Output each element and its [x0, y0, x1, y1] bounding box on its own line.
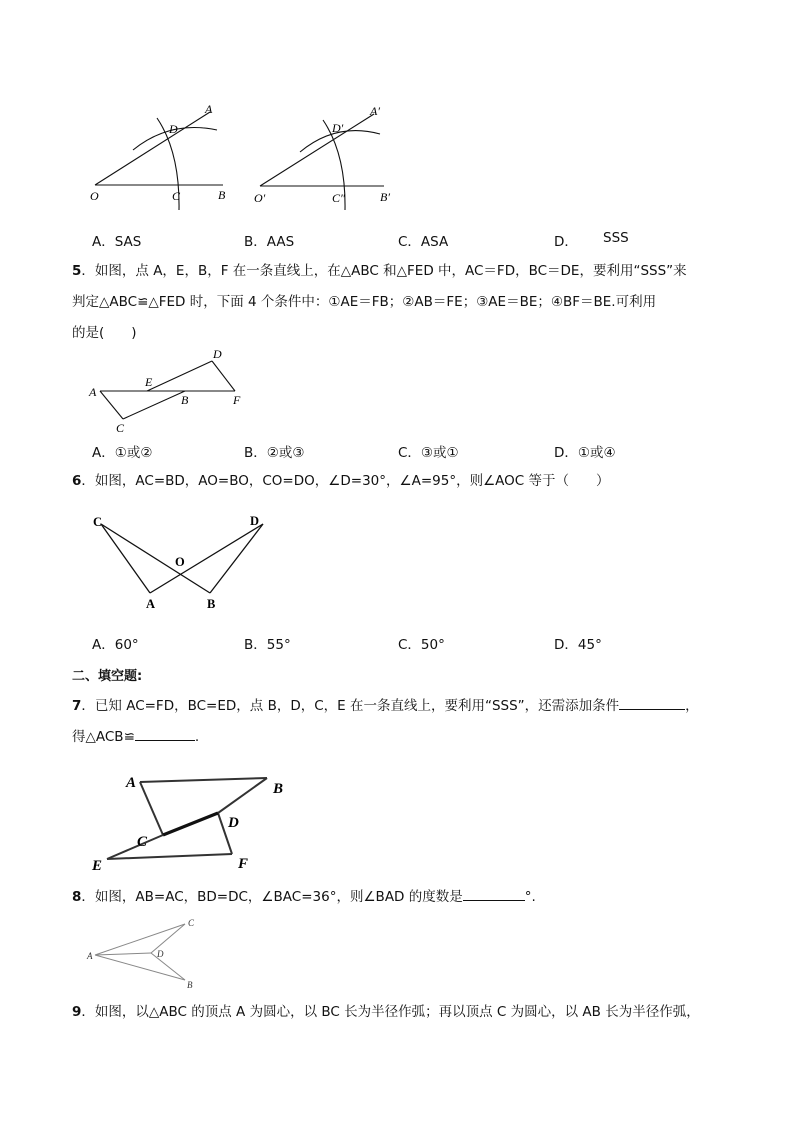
q7-line1 [72, 695, 699, 715]
q5-number: 5 [72, 263, 82, 279]
q7-answer-blank-1[interactable] [619, 695, 685, 710]
q6-option-b[interactable]: B．55° [244, 637, 291, 653]
q4-option-a[interactable]: A．SAS [92, 234, 142, 250]
q9-number: 9 [72, 1004, 82, 1020]
q7-text-line1-end: ， [685, 698, 699, 714]
q6-option-d[interactable]: D．45° [554, 637, 602, 653]
q5-label-A: A [89, 385, 97, 399]
q8-label-A: A [87, 951, 93, 961]
q4-left-label-B: B [218, 188, 226, 202]
q6-option-a[interactable]: A．60° [92, 637, 139, 653]
q8-label-C: C [188, 918, 195, 928]
q4-left-label-A: A [205, 102, 213, 116]
q8-answer-blank[interactable] [463, 886, 525, 901]
q5-text-line3: 的是( ) [72, 325, 137, 341]
q5-label-B: B [181, 393, 189, 407]
q7-answer-blank-2[interactable] [135, 726, 195, 741]
q8-line [72, 886, 536, 906]
q5-text-line1: ．如图，点 A，E，B，F 在一条直线上，在△ABC 和△FED 中，AC＝FD，BC＝DE，要利用“SSS”来 [81, 263, 687, 279]
q5-label-F: F [233, 393, 241, 407]
q4-right-label-O: O′ [254, 191, 266, 205]
q4-left-label-D: D [169, 122, 178, 136]
q7-label-D: D [228, 815, 239, 831]
q4-right-label-B: B′ [380, 190, 390, 204]
q4-option-b[interactable]: B．AAS [244, 234, 295, 250]
section-heading: 二、填空题: [72, 669, 143, 684]
q4-option-d[interactable]: D． [554, 234, 578, 250]
q4-figure-right [250, 100, 410, 215]
q7-text-line2-end: . [194, 729, 200, 745]
q4-option-c[interactable]: C．ASA [398, 234, 449, 250]
q6-label-B: B [207, 597, 216, 611]
q6-line [72, 472, 610, 490]
q8-text-end: °. [524, 889, 536, 905]
q4-left-label-O: O [90, 189, 99, 203]
q6-option-c[interactable]: C．50° [398, 637, 445, 653]
q6-label-A: A [146, 597, 156, 611]
q8-number: 8 [72, 889, 82, 905]
q5-line1 [72, 262, 687, 280]
q5-option-c[interactable]: C．③或① [398, 445, 459, 461]
q6-figure [88, 510, 278, 615]
q7-label-A: A [126, 775, 137, 791]
q8-text: ．如图，AB=AC，BD=DC，∠BAC=36°，则∠BAD 的度数是 [81, 889, 463, 905]
q5-text-line2: 判定△ABC≌△FED 时，下面 4 个条件中：①AE＝FB；②AB＝FE；③AE＝BE；④BF＝BE.可利用 [72, 294, 657, 310]
q6-label-D: D [250, 514, 260, 528]
q4-option-d-text: SSS [603, 230, 629, 246]
q6-label-C: C [93, 515, 103, 529]
q9-text: ．如图，以△ABC 的顶点 A 为圆心，以 BC 长为半径作弧；再以顶点 C 为圆心，以 AB 长为半径作弧， [81, 1004, 700, 1020]
q7-line2 [72, 726, 199, 746]
q7-text-line2: 得△ACB≌ [72, 729, 135, 745]
q5-option-d[interactable]: D．①或④ [554, 445, 616, 461]
q6-label-O: O [175, 555, 185, 569]
q5-label-D: D [213, 347, 222, 361]
q7-label-C: C [137, 834, 148, 850]
q8-label-B: B [187, 980, 193, 990]
q5-option-a[interactable]: A．①或② [92, 445, 153, 461]
q7-figure [85, 765, 305, 877]
q4-left-label-C: C [172, 189, 181, 203]
q6-text: ．如图，AC=BD，AO=BO，CO=DO，∠D=30°，∠A=95°，则∠AOC 等于（ ） [81, 473, 610, 489]
q4-right-label-C: C″ [332, 191, 346, 205]
q4-right-label-D: D′ [332, 121, 344, 135]
q4-right-label-A: A′ [370, 104, 380, 118]
q7-label-B: B [273, 781, 284, 797]
q7-label-F: F [238, 856, 249, 872]
q7-number: 7 [72, 698, 82, 714]
q5-option-b[interactable]: B．②或③ [244, 445, 305, 461]
q5-figure [85, 345, 255, 435]
q6-number: 6 [72, 473, 82, 489]
q8-figure [85, 915, 215, 995]
q4-figure-left [85, 100, 245, 215]
q5-label-C: C [116, 421, 125, 435]
q9-line [72, 1003, 700, 1021]
q7-label-E: E [92, 858, 103, 874]
q7-text-line1: ．已知 AC=FD，BC=ED，点 B，D，C，E 在一条直线上，要利用“SSS”，还需添加条件 [81, 698, 620, 714]
q5-label-E: E [145, 375, 153, 389]
q8-label-D: D [157, 949, 164, 959]
